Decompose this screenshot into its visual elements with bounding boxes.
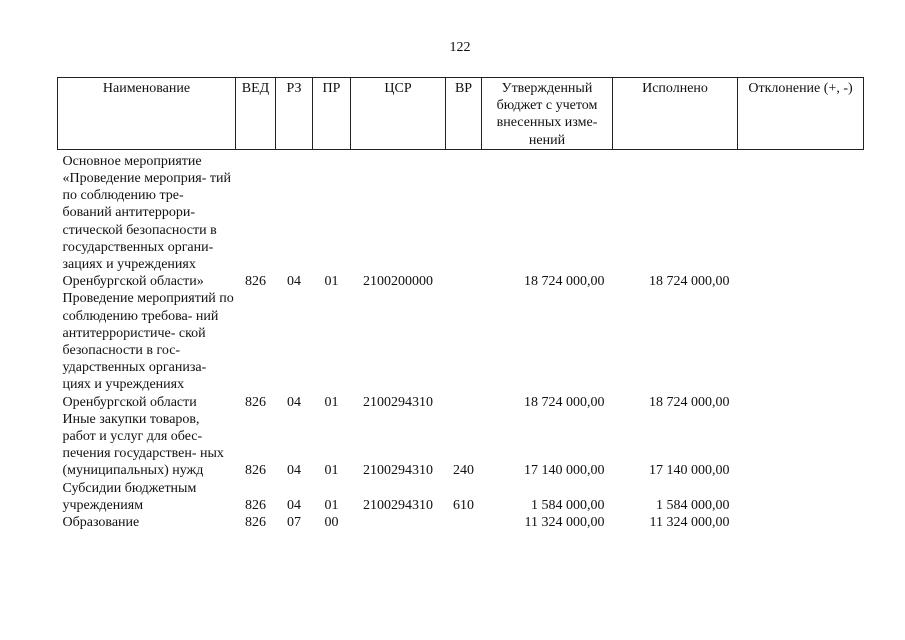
header-ved: ВЕД <box>236 78 276 150</box>
table-row <box>58 290 864 410</box>
row-approved: 18 724 000,00 <box>524 394 605 410</box>
header-approved-budget: Утвержденный бюджет с учетом внесенных изме- нений <box>482 78 613 150</box>
row-approved: 17 140 000,00 <box>524 463 605 479</box>
row-executed: 18 724 000,00 <box>649 394 730 410</box>
row-csr: 2100294310 <box>363 497 433 513</box>
row-csr: 2100294310 <box>363 463 433 479</box>
row-deviation <box>738 411 864 480</box>
row-rz: 04 <box>287 274 301 290</box>
row-pr: 00 <box>324 515 339 531</box>
row-name: Иные закупки товаров, работ и услуг для обес- печения государствен- ных (муниципальных) нужд <box>62 411 224 479</box>
header-executed: Исполнено <box>613 78 738 150</box>
row-ved: 826 <box>245 463 266 479</box>
header-csr: ЦСР <box>351 78 446 150</box>
row-vr: 240 <box>453 463 474 479</box>
row-pr: 01 <box>324 463 339 479</box>
row-executed: 18 724 000,00 <box>649 274 730 290</box>
row-approved: 18 724 000,00 <box>524 274 605 290</box>
row-pr: 01 <box>324 394 339 410</box>
row-deviation <box>738 514 864 531</box>
table-row <box>58 480 864 514</box>
header-deviation: Отклонение (+, -) <box>738 78 864 150</box>
row-executed: 17 140 000,00 <box>649 463 730 479</box>
row-ved: 826 <box>245 497 266 513</box>
row-name: Субсидии бюджетным учреждениям <box>62 480 197 513</box>
table-row <box>58 514 864 531</box>
table-row <box>58 411 864 480</box>
header-vr: ВР <box>446 78 482 150</box>
row-pr: 01 <box>324 274 339 290</box>
row-csr: 2100200000 <box>363 274 433 290</box>
row-csr: 2100294310 <box>363 394 433 410</box>
row-executed: 1 584 000,00 <box>656 497 730 513</box>
table-header <box>58 78 864 150</box>
row-vr: 610 <box>453 497 474 513</box>
row-ved: 826 <box>245 394 266 410</box>
row-vr <box>446 290 482 410</box>
row-ved: 826 <box>245 274 266 290</box>
row-pr: 01 <box>324 497 339 513</box>
row-deviation <box>738 290 864 410</box>
row-rz: 04 <box>287 463 301 479</box>
row-name: Образование <box>62 515 140 531</box>
header-pr: ПР <box>313 78 351 150</box>
row-deviation <box>738 149 864 290</box>
header-rz: РЗ <box>276 78 313 150</box>
row-rz: 07 <box>287 515 301 531</box>
row-csr <box>351 514 446 531</box>
row-ved: 826 <box>245 515 266 531</box>
row-approved: 1 584 000,00 <box>531 497 605 513</box>
row-approved: 11 324 000,00 <box>524 515 605 531</box>
row-name: Основное мероприятие «Проведение мероприя- тий по соблюдению тре- бований антитеррори- стической безопасности в государственных органи- зациях и учреждениях Оренбургской области» <box>62 153 231 290</box>
row-name: Проведение мероприятий по соблюдению требова- ний антитеррористиче- ской безопасности в гос- ударственных организа- циях и учреждениях Оренбургской области <box>62 291 234 410</box>
page-number: 122 <box>449 40 471 55</box>
table-row <box>58 149 864 290</box>
row-vr <box>446 149 482 290</box>
row-rz: 04 <box>287 497 301 513</box>
header-name: Наименование <box>58 78 236 150</box>
budget-table <box>57 77 864 531</box>
row-deviation <box>738 480 864 514</box>
row-rz: 04 <box>287 394 301 410</box>
row-vr <box>446 514 482 531</box>
row-executed: 11 324 000,00 <box>649 515 730 531</box>
